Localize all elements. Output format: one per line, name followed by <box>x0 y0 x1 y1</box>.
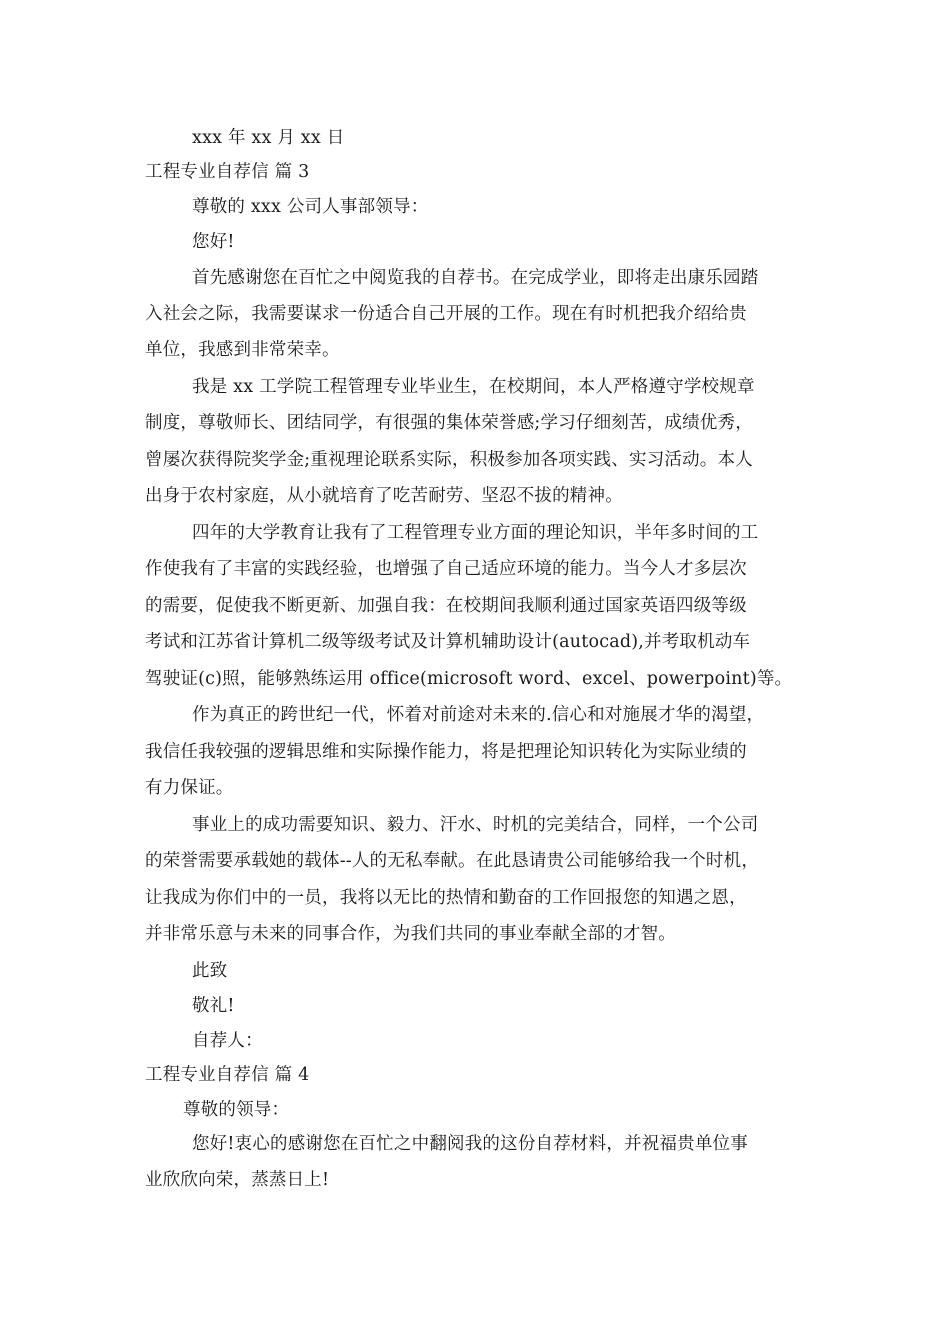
letter3-p5-line: 的荣誉需要承载她的载体--人的无私奉献。在此恳请贵公司能够给我一个时机， <box>145 851 760 871</box>
letter3-p4-line: 我信任我较强的逻辑思维和实际操作能力，将是把理论知识转化为实际业绩的 <box>145 742 747 762</box>
letter3-p3-line: 考试和江苏省计算机二级等级考试及计算机辅助设计(autocad),并考取机动车 <box>145 632 751 652</box>
letter3-p5-line: 并非常乐意与未来的同事合作，为我们共同的事业奉献全部的才智。 <box>145 924 676 944</box>
letter3-p1-line: 单位，我感到非常荣幸。 <box>145 340 340 360</box>
letter3-closing-1: 此致 <box>192 961 228 981</box>
letter3-p3-line: 驾驶证(c)照，能够熟练运用 office(microsoft word、excel、powerpoint)等。 <box>145 669 793 689</box>
letter3-p3-line: 的需要，促使我不断更新、加强自我：在校期间我顺利通过国家英语四级等级 <box>145 596 747 616</box>
letter3-p1-line: 首先感谢您在百忙之中阅览我的自荐书。在完成学业，即将走出康乐园踏 <box>192 268 759 288</box>
letter3-salutation: 尊敬的 xxx 公司人事部领导： <box>192 197 429 217</box>
letter3-p3-line: 四年的大学教育让我有了工程管理专业方面的理论知识，半年多时间的工 <box>192 523 759 543</box>
letter3-p2-line: 我是 xx 工学院工程管理专业毕业生，在校期间，本人严格遵守学校规章 <box>192 377 755 397</box>
letter4-salutation: 尊敬的领导： <box>183 1100 290 1120</box>
letter3-heading: 工程专业自荐信 篇 3 <box>145 162 310 182</box>
letter3-p5-line: 让我成为你们中的一员，我将以无比的热情和勤奋的工作回报您的知遇之恩， <box>145 888 747 908</box>
letter3-p1-line: 入社会之际，我需要谋求一份适合自己开展的工作。现在有时机把我介绍给贵 <box>145 304 747 324</box>
letter4-p1-line: 您好!衷心的感谢您在百忙之中翻阅我的这份自荐材料，并祝福贵单位事 <box>192 1134 748 1154</box>
letter3-p2-line: 曾屡次获得院奖学金;重视理论联系实际，积极参加各项实践、实习活动。本人 <box>145 450 753 470</box>
letter3-signature: 自荐人： <box>192 1031 263 1051</box>
letter3-p2-line: 制度，尊敬师长、团结同学，有很强的集体荣誉感;学习仔细刻苦，成绩优秀， <box>145 413 753 433</box>
letter4-heading: 工程专业自荐信 篇 4 <box>145 1065 310 1085</box>
letter3-greeting: 您好! <box>192 232 235 252</box>
letter3-p5-line: 事业上的成功需要知识、毅力、汗水、时机的完美结合，同样，一个公司 <box>192 815 759 835</box>
letter3-p4-line: 作为真正的跨世纪一代，怀着对前途对未来的.信心和对施展才华的渴望， <box>192 705 765 725</box>
letter3-p3-line: 作使我有了丰富的实践经验，也增强了自己适应环境的能力。当今人才多层次 <box>145 559 747 579</box>
letter3-closing-2: 敬礼! <box>192 996 235 1016</box>
date-line: xxx 年 xx 月 xx 日 <box>192 128 345 148</box>
letter3-p2-line: 出身于农村家庭，从小就培育了吃苦耐劳、坚忍不拔的精神。 <box>145 486 623 506</box>
letter4-p1-line: 业欣欣向荣，蒸蒸日上! <box>145 1170 330 1190</box>
letter3-p4-line: 有力保证。 <box>145 778 234 798</box>
